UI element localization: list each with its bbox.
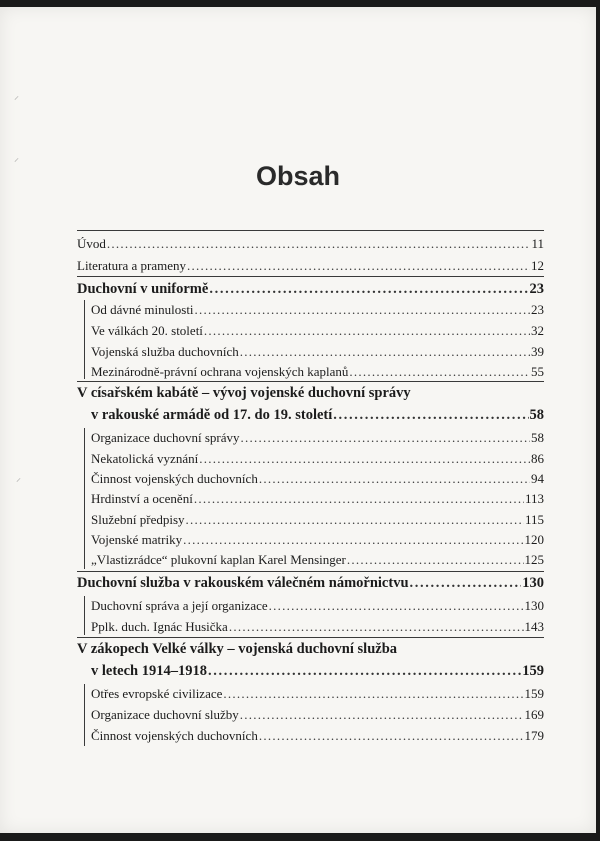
toc-entry-page: 11: [531, 236, 544, 251]
toc-section[interactable]: [91, 364, 544, 380]
toc-entry-title: Úvod: [77, 236, 106, 251]
section-bracket: [84, 596, 85, 635]
toc-entry-title: Organizace duchovní služby: [91, 707, 239, 722]
binding-mark: ⸝: [16, 473, 21, 484]
toc-chapter-1[interactable]: [77, 281, 544, 298]
toc-entry-title: Nekatolická vyznání: [91, 451, 199, 466]
toc-chapter-2-line1[interactable]: [77, 385, 544, 402]
toc-section[interactable]: [91, 302, 544, 318]
toc-entry-title: Mezinárodně-právní ochrana vojenských kaplanů: [91, 364, 349, 379]
toc-entry-title: v rakouské armádě od 17. do 19. století: [91, 407, 333, 423]
toc-entry-title: Služební předpisy: [91, 512, 185, 527]
toc-section[interactable]: [91, 598, 544, 614]
toc-entry-title: Duchovní služba v rakouském válečném námořnictvu: [77, 575, 409, 591]
toc-entry-page: 179: [524, 728, 544, 743]
toc-entry-title: Duchovní v uniformě: [77, 281, 209, 297]
section-bracket: [84, 428, 85, 569]
toc-entry-title: Duchovní správa a její organizace: [91, 598, 268, 613]
toc-chapter-4-line1[interactable]: [77, 641, 544, 658]
toc-entry-page: 113: [524, 491, 544, 506]
divider: [77, 571, 544, 572]
toc-chapter-3[interactable]: [77, 575, 544, 592]
toc-entry-page: 86: [531, 451, 544, 466]
toc-entry-title: Literatura a prameny: [77, 258, 186, 273]
toc-entry-page: 130: [522, 575, 544, 591]
toc-entry-page: 115: [524, 512, 544, 527]
toc-section[interactable]: [91, 619, 544, 635]
toc-entry-page: 12: [531, 258, 544, 273]
toc-chapter-4-line2[interactable]: [91, 663, 544, 680]
toc-entry-page: 120: [524, 532, 544, 547]
toc-section[interactable]: [91, 344, 544, 360]
toc-entry-title: „Vlastizrádce“ plukovní kaplan Karel Mensinger: [91, 552, 346, 567]
toc-entry-title: Vojenské matriky: [91, 532, 183, 547]
toc-entry-page: 23: [529, 281, 544, 297]
toc-entry-title: V císařském kabátě – vývoj vojenské duchovní správy: [77, 385, 411, 401]
toc-entry-page: 169: [524, 707, 544, 722]
toc-section[interactable]: [91, 532, 544, 548]
toc-entry-title: Činnost vojenských duchovních: [91, 728, 258, 743]
toc-entry-page: 94: [531, 471, 544, 486]
toc-entry-uvod[interactable]: [77, 236, 544, 252]
toc-entry-page: 125: [524, 552, 544, 567]
toc-entry-page: 143: [524, 619, 544, 634]
toc-section[interactable]: [91, 451, 544, 467]
toc-chapter-2-line2[interactable]: [91, 407, 544, 424]
divider: [77, 230, 544, 231]
toc-section[interactable]: [91, 491, 544, 507]
binding-mark: ⸝: [14, 91, 19, 102]
toc-section[interactable]: [91, 686, 544, 702]
toc-entry-title: Hrdinství a ocenění: [91, 491, 193, 506]
toc-entry-title: Organizace duchovní správy: [91, 430, 240, 445]
toc-entry-title: Pplk. duch. Ignác Husička: [91, 619, 228, 634]
toc-section[interactable]: [91, 728, 544, 744]
toc-entry-page: 159: [522, 663, 544, 679]
binding-mark: ⸝: [14, 153, 19, 164]
toc-entry-page: 58: [529, 407, 544, 423]
toc-entry-literatura[interactable]: [77, 258, 544, 274]
toc-entry-page: 32: [531, 323, 544, 338]
toc-entry-title: Od dávné minulosti: [91, 302, 194, 317]
toc-section[interactable]: [91, 430, 544, 446]
toc-entry-title: Ve válkách 20. století: [91, 323, 203, 338]
toc-section[interactable]: [91, 707, 544, 723]
toc-entry-page: 130: [524, 598, 544, 613]
toc-entry-title: Vojenská služba duchovních: [91, 344, 239, 359]
divider: [77, 276, 544, 277]
toc-entry-title: Činnost vojenských duchovních: [91, 471, 258, 486]
toc-section[interactable]: [91, 471, 544, 487]
section-bracket: [84, 684, 85, 746]
toc-entry-title: v letech 1914–1918: [91, 663, 207, 679]
toc-entry-title: V zákopech Velké války – vojenská duchovní služba: [77, 641, 398, 657]
divider: [77, 381, 544, 382]
toc-section[interactable]: [91, 512, 544, 528]
page-title: Obsah: [255, 161, 341, 191]
toc-entry-page: 58: [531, 430, 544, 445]
toc-entry-page: 23: [531, 302, 544, 317]
toc-entry-page: 39: [531, 344, 544, 359]
toc-section[interactable]: [91, 323, 544, 339]
toc-entry-page: 159: [524, 686, 544, 701]
toc-section[interactable]: [91, 552, 544, 568]
divider: [77, 637, 544, 638]
section-bracket: [84, 300, 85, 379]
toc-entry-page: 55: [531, 364, 544, 379]
toc-entry-title: Otřes evropské civilizace: [91, 686, 223, 701]
